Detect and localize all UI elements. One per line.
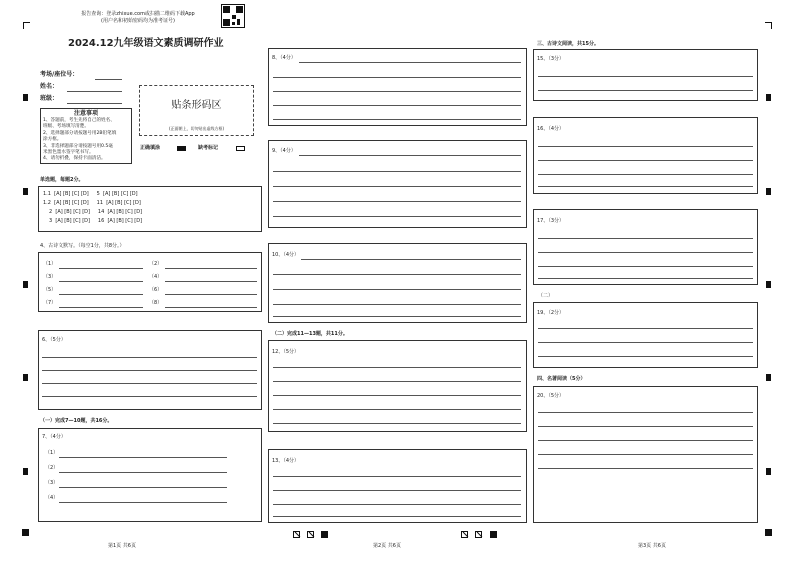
answer-line[interactable] — [42, 357, 257, 358]
q4-heading: 4、古诗文默写。（每空1分，共8分。） — [40, 243, 125, 249]
timing-mark-icon — [23, 188, 28, 195]
answer-line[interactable] — [538, 252, 753, 253]
page-code-mark-icon — [321, 531, 328, 538]
timing-mark-icon — [23, 94, 28, 101]
answer-line[interactable] — [273, 381, 521, 382]
answer-line[interactable] — [273, 186, 521, 187]
q13-box — [268, 449, 527, 523]
notice-item: 3、非选择题部分请按题号用0.5毫 — [43, 143, 113, 149]
blank-label: （2） — [149, 261, 163, 267]
answer-line[interactable] — [538, 468, 753, 469]
answer-line[interactable] — [538, 454, 753, 455]
page-code-box-icon — [475, 531, 482, 538]
page-number-2: 第2页 共6页 — [373, 543, 401, 549]
q4-box — [38, 252, 262, 312]
q17-label: 17、（3分） — [537, 218, 565, 224]
timing-mark-icon — [766, 94, 771, 101]
part4-heading: 四、名著阅读（5分） — [537, 376, 586, 382]
mc-box — [38, 186, 262, 232]
room-seat-label: 考场/座位号： — [40, 71, 79, 78]
blank-label: （6） — [149, 287, 163, 293]
class-field[interactable] — [67, 103, 122, 104]
part2-heading: （二）完成11—13题，共11分。 — [272, 331, 348, 337]
answer-line[interactable] — [301, 259, 521, 260]
answer-line[interactable] — [273, 490, 521, 491]
timing-mark-icon — [23, 374, 28, 381]
barcode-area — [139, 85, 254, 136]
answer-line[interactable] — [273, 504, 521, 505]
answer-line[interactable] — [299, 62, 521, 63]
answer-line[interactable] — [165, 268, 257, 269]
barcode-label: 贴条形码区 — [171, 100, 222, 111]
timing-mark-icon — [766, 468, 771, 475]
q9-label: 9、（4分） — [272, 148, 296, 154]
mc-row[interactable]: 1.2 [A] [B] [C] [D] 11 [A] [B] [C] [D] — [43, 200, 141, 206]
page-number-3: 第3页 共6页 — [638, 543, 666, 549]
answer-line[interactable] — [538, 328, 753, 329]
filled-box-icon — [177, 146, 186, 151]
blank-label: （4） — [149, 274, 163, 280]
answer-line[interactable] — [538, 238, 753, 239]
answer-line[interactable] — [273, 304, 521, 305]
q8-label: 8、（4分） — [272, 55, 296, 61]
single-choice-heading: 单选题，每题2分。 — [40, 177, 84, 183]
answer-line[interactable] — [273, 409, 521, 410]
blank-label: （2） — [45, 465, 59, 471]
answer-line[interactable] — [273, 77, 521, 78]
page-code-box-icon — [293, 531, 300, 538]
q15-label: 15、（3分） — [537, 56, 565, 62]
answer-line[interactable] — [273, 516, 521, 517]
q13-label: 13、（4分） — [272, 458, 300, 464]
answer-line[interactable] — [273, 316, 521, 317]
q16-label: 16、（4分） — [537, 126, 565, 132]
answer-line[interactable] — [59, 502, 227, 503]
answer-line[interactable] — [538, 76, 753, 77]
answer-line[interactable] — [538, 440, 753, 441]
answer-line[interactable] — [538, 356, 753, 357]
mc-row[interactable]: 1.1 [A] [B] [C] [D] 5 [A] [B] [C] [D] — [43, 191, 138, 197]
notice-item: 4、请勿折叠，保持卡面清洁。 — [43, 156, 106, 162]
qr-code-icon — [221, 4, 245, 28]
answer-line[interactable] — [165, 294, 257, 295]
page-number-1: 第1页 共6页 — [108, 543, 136, 549]
blank-label: （1） — [45, 450, 59, 456]
header-notice — [68, 11, 208, 25]
blank-label: （3） — [45, 480, 59, 486]
notice-item: 米黑色墨水签字笔书写。 — [43, 150, 94, 156]
answer-line[interactable] — [299, 155, 521, 156]
page-code-box-icon — [307, 531, 314, 538]
q6-box — [38, 330, 262, 410]
barcode-note: (正面朝上，切勿贴出虚线方框) — [168, 126, 225, 131]
timing-mark-icon — [766, 281, 771, 288]
q9-box — [268, 140, 527, 228]
notice-title: 注意事项 — [73, 110, 98, 117]
part3-heading: 三、古诗文阅读，共15分。 — [537, 41, 599, 47]
q10-box — [268, 243, 527, 323]
answer-line[interactable] — [538, 412, 753, 413]
mc-row[interactable]: 3 [A] [B] [C] [D] 16 [A] [B] [C] [D] — [49, 218, 143, 224]
answer-line[interactable] — [59, 307, 143, 308]
answer-line[interactable] — [273, 105, 521, 106]
timing-mark-icon — [765, 529, 772, 536]
name-label: 姓名： — [40, 83, 59, 90]
part1-heading: （一）完成7—10题，共16分。 — [40, 418, 113, 424]
q12-box — [268, 340, 527, 432]
answer-line[interactable] — [538, 146, 753, 147]
blank-label: （5） — [43, 287, 57, 293]
answer-line[interactable] — [538, 90, 753, 91]
answer-line[interactable] — [538, 174, 753, 175]
answer-line[interactable] — [273, 119, 521, 120]
answer-line[interactable] — [273, 171, 521, 172]
timing-mark-icon — [766, 188, 771, 195]
answer-line[interactable] — [273, 274, 521, 275]
q12-label: 12、（5分） — [272, 349, 300, 355]
answer-line[interactable] — [273, 201, 521, 202]
answer-line[interactable] — [273, 289, 521, 290]
answer-line[interactable] — [538, 278, 753, 279]
missing-label: 缺考标记 — [198, 145, 219, 151]
blank-label: （8） — [149, 300, 163, 306]
q10-label: 10、（4分） — [272, 252, 300, 258]
answer-line[interactable] — [538, 160, 753, 161]
q19-label: 19、（2分） — [537, 310, 565, 316]
notice-box — [40, 108, 132, 164]
correct-fill-label: 正确填涂 — [140, 145, 161, 151]
name-field[interactable] — [67, 91, 122, 92]
answer-line[interactable] — [273, 367, 521, 368]
q16-box — [533, 117, 758, 194]
corner-mark-icon — [765, 22, 772, 29]
page-title: 2024.12九年级语文素质调研作业 — [68, 38, 224, 49]
timing-mark-icon — [23, 281, 28, 288]
notice-item: 涂方框。 — [43, 137, 62, 143]
page-code-mark-icon — [490, 531, 497, 538]
q15-box — [533, 49, 758, 101]
answer-line[interactable] — [59, 268, 143, 269]
notice-item: 1、答题前，考生先将自己的姓名、 — [43, 118, 115, 123]
blank-label: （4） — [45, 495, 59, 501]
answer-line[interactable] — [538, 186, 753, 187]
blank-label: （1） — [43, 261, 57, 267]
notice-line1: 报告查询：登录zhixue.com或扫描二维码下载App — [81, 11, 195, 17]
blank-label: （3） — [43, 274, 57, 280]
answer-line[interactable] — [59, 294, 143, 295]
answer-line[interactable] — [42, 396, 257, 397]
answer-line[interactable] — [273, 423, 521, 424]
answer-line[interactable] — [538, 342, 753, 343]
answer-line[interactable] — [273, 476, 521, 477]
answer-line[interactable] — [273, 91, 521, 92]
class-label: 班级： — [40, 95, 59, 102]
q20-box — [533, 386, 758, 523]
answer-line[interactable] — [538, 426, 753, 427]
answer-line[interactable] — [59, 457, 227, 458]
timing-mark-icon — [22, 529, 29, 536]
notice-item: 班级、考场填写清楚。 — [43, 124, 89, 130]
timing-mark-icon — [23, 468, 28, 475]
answer-line[interactable] — [59, 281, 143, 282]
q17-box — [533, 209, 758, 285]
notice-item: 2、选择题部分请按题号用2B铅笔填 — [43, 130, 117, 136]
answer-line[interactable] — [59, 472, 227, 473]
q8-box — [268, 48, 527, 126]
timing-mark-icon — [766, 374, 771, 381]
q6-label: 6、（5分） — [42, 337, 66, 343]
blank-label: （7） — [43, 300, 57, 306]
corner-mark-icon — [23, 22, 30, 29]
answer-line[interactable] — [273, 395, 521, 396]
answer-line[interactable] — [165, 307, 257, 308]
answer-line[interactable] — [165, 281, 257, 282]
notice-line2: (用户名和初始密码均为准考证号) — [101, 18, 175, 24]
q7-label: 7、（4分） — [42, 434, 66, 440]
missing-checkbox[interactable] — [236, 146, 245, 151]
q7-box — [38, 428, 262, 522]
q19-box — [533, 302, 758, 368]
answer-line[interactable] — [538, 266, 753, 267]
part3b-heading: （二） — [538, 293, 554, 299]
page-code-box-icon — [461, 531, 468, 538]
answer-line[interactable] — [42, 370, 257, 371]
answer-line[interactable] — [273, 216, 521, 217]
answer-line[interactable] — [42, 383, 257, 384]
room-seat-field[interactable] — [95, 79, 122, 80]
q20-label: 20、（5分） — [537, 393, 565, 399]
answer-line[interactable] — [59, 487, 227, 488]
mc-row[interactable]: 2 [A] [B] [C] [D] 14 [A] [B] [C] [D] — [49, 209, 143, 215]
